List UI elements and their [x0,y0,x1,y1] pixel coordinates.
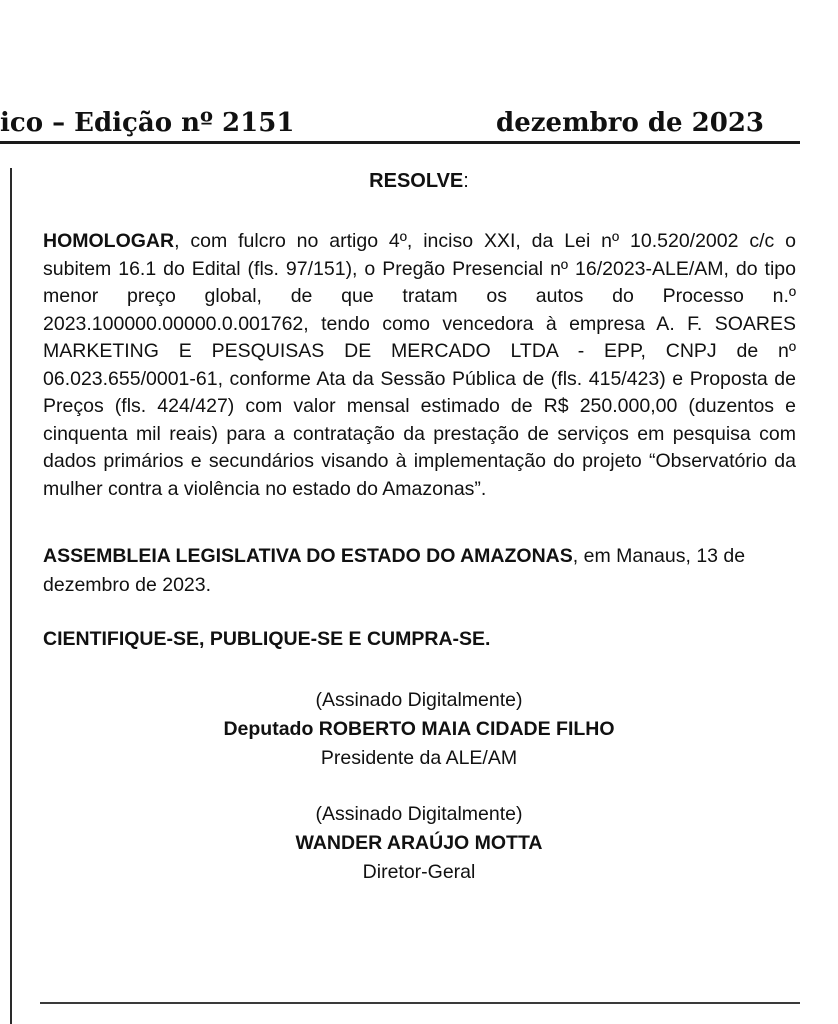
resolve-heading [0,170,838,193]
header-date: dezembro de 2023 [496,108,764,138]
page-header [0,100,800,144]
cientifique-line: CIENTIFIQUE-SE, PUBLIQUE-SE E CUMPRA-SE. [43,628,491,650]
signatory-role: Diretor-Geral [362,861,476,883]
signatory-name-text: ROBERTO MAIA CIDADE FILHO [318,718,615,740]
resolve-label: RESOLVE [369,170,464,192]
header-edition-title: ico – Edição nº 2151 [0,108,295,138]
institution-name: ASSEMBLEIA LEGISLATIVA DO ESTADO DO AMAZONAS [43,545,573,567]
signatory-role: Presidente da ALE/AM [320,747,518,769]
homologation-text: , com fulcro no artigo 4º, inciso XXI, da Lei nº 10.520/2002 c/c o subitem 16.1 do Edital (fls. 97/151), o Pregão Presencial nº 16/2023-ALE/AM, do tipo menor preço global, de que tratam os autos do Processo n.º 2023.100000.00000.0.001762, tendo como vencedora à empresa A. F. SOARES MARKETING E PESQUISAS DE MERCADO LTDA - EPP, CNPJ de nº 06.023.655/0001-61, conforme Ata da Sessão Pública de (fls. 415/423) e Proposta de Preços (fls. 424/427) com valor mensal estimado de R$ 250.000,00 (duzentos e cinquenta mil reais) para a contratação da prestação de serviços em pesquisa com dados primários e secundários visando à implementação do projeto “Observatório da mulher contra a violência no estado do Amazonas”. [43,230,796,500]
signatory-name: WANDER ARAÚJO MOTTA [295,832,543,854]
homologation-paragraph [43,228,796,503]
signature-note: (Assinado Digitalmente) [315,803,523,825]
closing-paragraph [43,542,796,600]
bottom-horizontal-rule [40,1002,800,1004]
signatory-prefix: Deputado [223,718,319,740]
resolve-colon: : [463,170,469,192]
signatory-name [0,715,838,744]
signature-block-director [0,800,838,887]
location-date: , em Manaus, 13 de dezembro de 2023. [43,545,746,596]
signature-block-president [0,686,838,773]
signature-note: (Assinado Digitalmente) [315,689,523,711]
left-vertical-rule [10,168,12,1024]
homologar-lead: HOMOLOGAR [43,230,175,252]
